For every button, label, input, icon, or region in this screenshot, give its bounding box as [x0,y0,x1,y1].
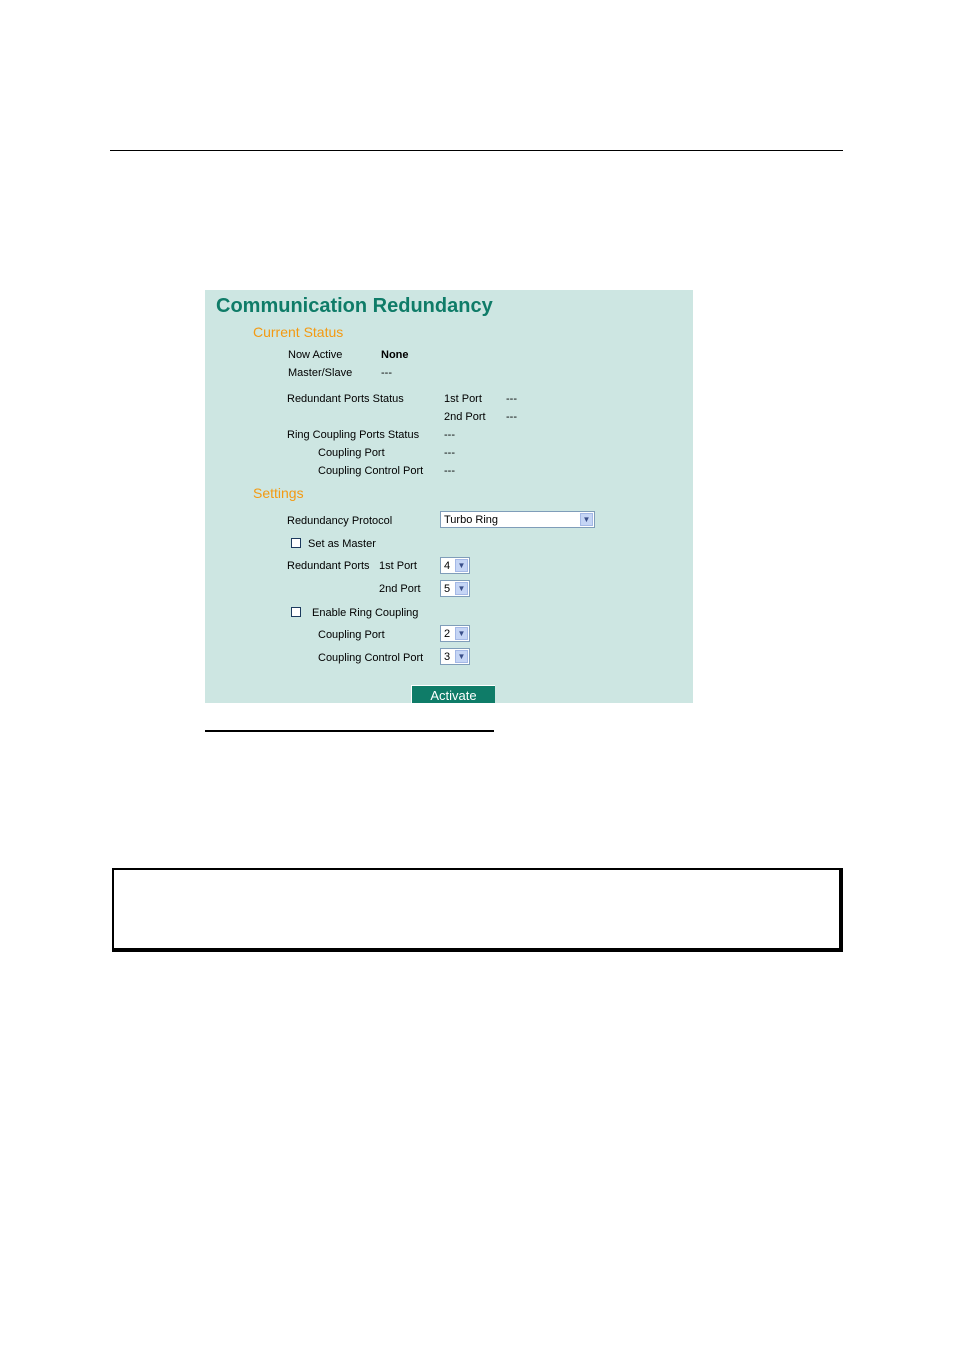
ring-coupling-ports-status-value: --- [444,429,455,441]
set-as-master-label: Set as Master [308,538,376,550]
status-first-port-label: 1st Port [444,393,482,405]
coupling-control-port-value: 3 [444,651,451,663]
enable-ring-coupling-checkbox[interactable] [291,607,301,617]
redundancy-protocol-select[interactable] [440,511,595,528]
chevron-down-icon: ▼ [455,627,468,640]
first-port-select[interactable] [440,557,470,574]
redundancy-protocol-value: Turbo Ring [444,514,499,526]
note-box [112,868,843,952]
chevron-down-icon: ▼ [455,559,468,572]
chevron-down-icon: ▼ [455,650,468,663]
master-slave-value: --- [381,367,392,379]
settings-coupling-port-label: Coupling Port [318,629,385,641]
first-port-value: 4 [444,560,451,572]
settings-first-port-label: 1st Port [379,560,417,572]
second-port-select[interactable] [440,580,470,597]
coupling-port-select[interactable] [440,625,470,642]
set-as-master-checkbox[interactable] [291,538,301,548]
coupling-control-port-select[interactable] [440,648,470,665]
settings-second-port-label: 2nd Port [379,583,421,595]
chevron-down-icon: ▼ [580,513,593,526]
status-coupling-control-port-value: --- [444,465,455,477]
page-title: Communication Redundancy [216,295,493,317]
status-coupling-port-label: Coupling Port [318,447,385,459]
coupling-port-value: 2 [444,628,451,640]
status-coupling-control-port-label: Coupling Control Port [318,465,424,477]
enable-ring-coupling-label: Enable Ring Coupling [312,607,419,619]
ring-coupling-ports-status-label: Ring Coupling Ports Status [287,429,420,441]
status-second-port-label: 2nd Port [444,411,486,423]
status-second-port-value: --- [506,411,517,423]
redundant-ports-label: Redundant Ports [287,560,370,572]
second-port-value: 5 [444,583,451,595]
status-coupling-port-value: --- [444,447,455,459]
now-active-label: Now Active [288,349,343,361]
header-rule [110,150,843,151]
settings-coupling-control-port-label: Coupling Control Port [318,652,424,664]
settings-heading: Settings [253,485,304,501]
redundant-ports-status-label: Redundant Ports Status [287,393,404,405]
now-active-value: None [381,349,409,361]
chevron-down-icon: ▼ [455,582,468,595]
current-status-heading: Current Status [253,324,344,340]
caption-rule [205,730,494,732]
redundancy-protocol-label: Redundancy Protocol [287,515,393,527]
status-first-port-value: --- [506,393,517,405]
activate-button[interactable]: Activate [411,685,495,703]
master-slave-label: Master/Slave [288,367,353,379]
